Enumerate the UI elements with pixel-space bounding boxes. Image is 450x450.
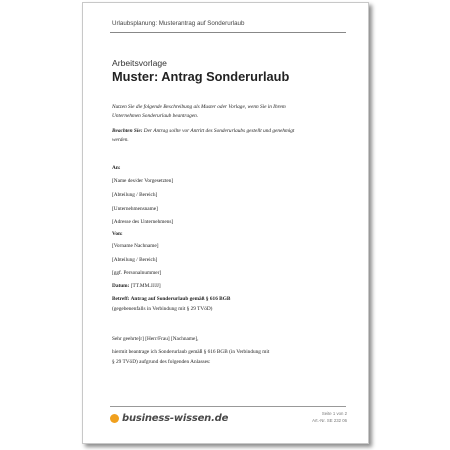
- article-number: Art.-Nr. SE 232 06: [312, 418, 347, 423]
- footer-divider: [110, 406, 346, 407]
- salutation: Sehr geehrte[r] [Herr/Frau] [Nachname],: [112, 336, 199, 342]
- logo-text: business-wissen.de: [122, 413, 229, 424]
- intro-paragraph: Nutzen Sie die folgende Beschreibung als Muster oder Vorlage, wenn Sie in Ihrem Unternehmen Sonderurlaub beantragen.: [112, 104, 286, 119]
- von-label: Von:: [112, 231, 123, 237]
- page-info: [312, 410, 347, 424]
- document-header: Urlaubsplanung: Musterantrag auf Sonderurlaub: [112, 20, 245, 27]
- an-label: An:: [112, 165, 121, 171]
- datum-value: [TT.MM.JJJJ]: [129, 283, 161, 289]
- header-divider: [110, 32, 346, 33]
- betreff-subline: (gegebenenfalls in Verbindung mit § 29 TVöD): [112, 306, 213, 312]
- body-line-2: § 29 TVöD) aufgrund des folgenden Anlasses:: [112, 359, 211, 365]
- field-abteilung: [Abteilung / Bereich]: [112, 192, 158, 198]
- brand-logo: [110, 413, 228, 424]
- document-kicker: Arbeitsvorlage: [112, 58, 167, 68]
- field-vorgesetzter: [Name des/der Vorgesetzten]: [112, 178, 174, 184]
- page-number: Seite 1 von 2: [321, 411, 347, 416]
- field-personalnummer: [ggf. Personalnummer]: [112, 270, 162, 276]
- document-title: Muster: Antrag Sonderurlaub: [112, 69, 290, 84]
- note-paragraph: [112, 127, 312, 144]
- datum-label: Datum:: [112, 283, 130, 289]
- datum-line: [112, 283, 161, 289]
- note-label: Beachten Sie:: [112, 128, 143, 134]
- betreff-line: Betreff: Antrag auf Sonderurlaub gemäß § 616 BGB: [112, 296, 231, 302]
- note-text: Der Antrag sollte vor Antritt des Sonderurlaubs gestellt und genehmigt werden.: [112, 128, 295, 143]
- field-abteilung-absender: [Abteilung / Bereich]: [112, 257, 158, 263]
- body-line-1: hiermit beantrage ich Sonderurlaub gemäß § 616 BGB (in Verbindung mit: [112, 349, 270, 355]
- field-adresse: [Adresse des Unternehmens]: [112, 219, 174, 225]
- field-name: [Vorname Nachname]: [112, 243, 159, 249]
- field-unternehmen: [Unternehmensname]: [112, 206, 158, 212]
- logo-dot-icon: [110, 414, 119, 423]
